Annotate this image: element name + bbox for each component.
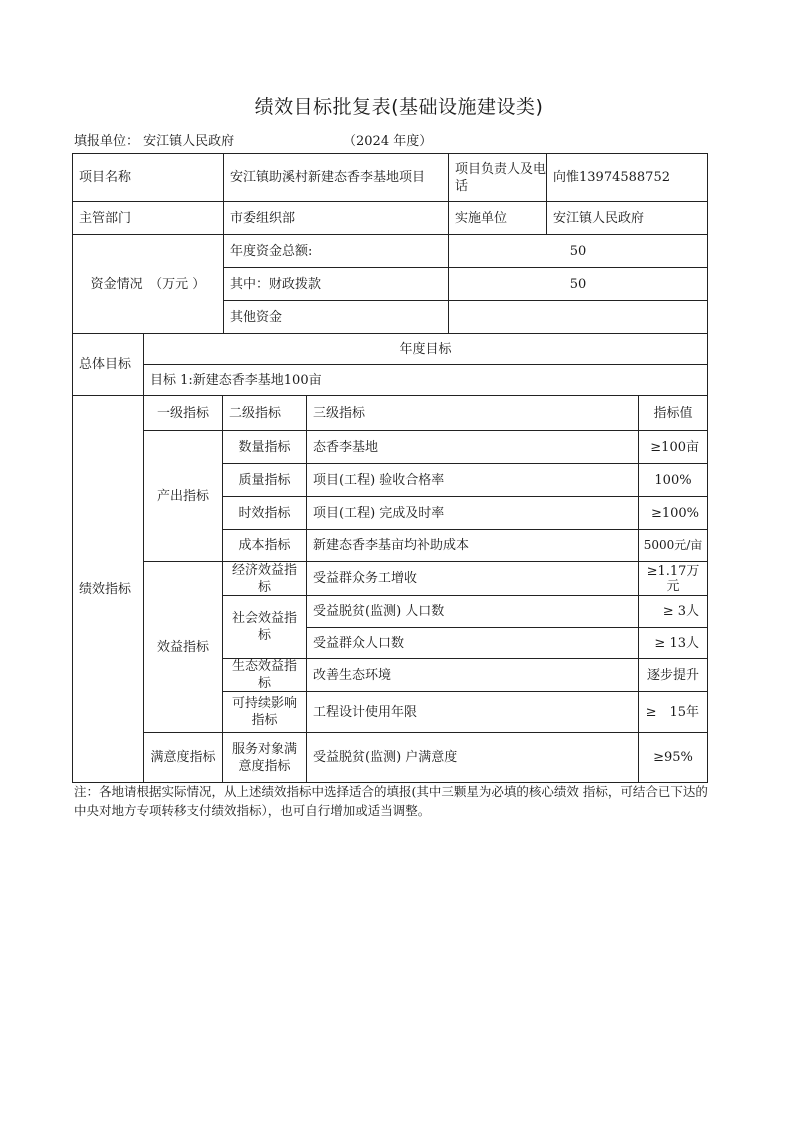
output-row-l3: 态香李基地 <box>306 430 639 464</box>
output-row-l3: 项目(工程) 验收合格率 <box>306 463 639 497</box>
economic-value: ≥1.17万元 <box>638 561 708 596</box>
benefit-label: 效益指标 <box>143 561 223 733</box>
economic-l2: 经济效益指标 <box>222 561 307 596</box>
col-level2: 二级指标 <box>222 395 307 431</box>
output-row-l2: 数量指标 <box>222 430 307 464</box>
contact-label: 项目负责人及电话 <box>448 153 547 202</box>
satisfaction-label: 满意度指标 <box>143 732 223 783</box>
goal-annual-text: 目标 1:新建态香李基地100亩 <box>143 364 708 396</box>
output-row-l2: 质量指标 <box>222 463 307 497</box>
page-title: 绩效目标批复表(基础设施建设类) <box>254 96 544 118</box>
sustain-value: ≥ 15年 <box>638 691 708 733</box>
output-row-value: ≥100% <box>638 496 708 530</box>
output-row-value: ≥100亩 <box>638 430 708 464</box>
sustain-l2: 可持续影响指标 <box>222 691 307 733</box>
col-level1: 一级指标 <box>143 395 223 431</box>
col-value: 指标值 <box>638 395 708 431</box>
project-name-label: 项目名称 <box>72 153 224 202</box>
funds-other <box>448 300 708 334</box>
funds-total: 50 <box>448 234 708 268</box>
impl-label: 实施单位 <box>448 201 547 235</box>
col-level3: 三级指标 <box>306 395 639 431</box>
goal-label: 总体目标 <box>72 333 144 396</box>
social-row-value: ≥ 3人 <box>638 595 708 628</box>
satisfaction-value: ≥95% <box>638 732 708 783</box>
funds-total-label: 年度资金总额: <box>223 234 449 268</box>
eco-value: 逐步提升 <box>638 658 708 692</box>
social-l2: 社会效益指标 <box>222 595 307 659</box>
eco-l2: 生态效益指标 <box>222 658 307 692</box>
header-meta <box>74 130 433 149</box>
goal-annual-label: 年度目标 <box>143 333 708 365</box>
fill-unit-label: 填报单位： <box>74 134 140 149</box>
funds-label: 资金情况 （万元 ） <box>72 234 224 334</box>
dept-label: 主管部门 <box>72 201 224 235</box>
social-row-l3: 受益脱贫(监测) 人口数 <box>306 595 639 628</box>
funds-other-label: 其他资金 <box>223 300 449 334</box>
output-row-value: 100% <box>638 463 708 497</box>
funds-fiscal: 50 <box>448 267 708 301</box>
output-label: 产出指标 <box>143 430 223 562</box>
output-row-value: 5000元/亩 <box>638 529 708 562</box>
output-row-l2: 时效指标 <box>222 496 307 530</box>
social-row-l3: 受益群众人口数 <box>306 627 639 659</box>
dept: 市委组织部 <box>223 201 449 235</box>
footnote: 注：各地请根据实际情况，从上述绩效指标中选择适合的填报(其中三颗星为必填的核心绩效 指标，可结合已下达的中央对地方专项转移支付绩效指标），也可自行增加或适当调整。 <box>74 784 708 818</box>
satisfaction-l2: 服务对象满意度指标 <box>222 732 307 783</box>
output-row-l3: 项目(工程) 完成及时率 <box>306 496 639 530</box>
social-row-value: ≥ 13人 <box>638 627 708 659</box>
project-name: 安江镇助溪村新建态香李基地项目 <box>223 153 449 202</box>
economic-l3: 受益群众务工增收 <box>306 561 639 596</box>
contact: 向惟13974588752 <box>546 153 708 202</box>
funds-fiscal-label: 其中：财政拨款 <box>223 267 449 301</box>
satisfaction-l3: 受益脱贫(监测) 户满意度 <box>306 732 639 783</box>
sustain-l3: 工程设计使用年限 <box>306 691 639 733</box>
output-row-l2: 成本指标 <box>222 529 307 562</box>
output-row-l3: 新建态香李基亩均补助成本 <box>306 529 639 562</box>
report-year: （2024 年度） <box>343 134 433 149</box>
perf-label: 绩效指标 <box>72 395 144 783</box>
eco-l3: 改善生态环境 <box>306 658 639 692</box>
impl: 安江镇人民政府 <box>546 201 708 235</box>
fill-unit: 安江镇人民政府 <box>143 134 235 149</box>
